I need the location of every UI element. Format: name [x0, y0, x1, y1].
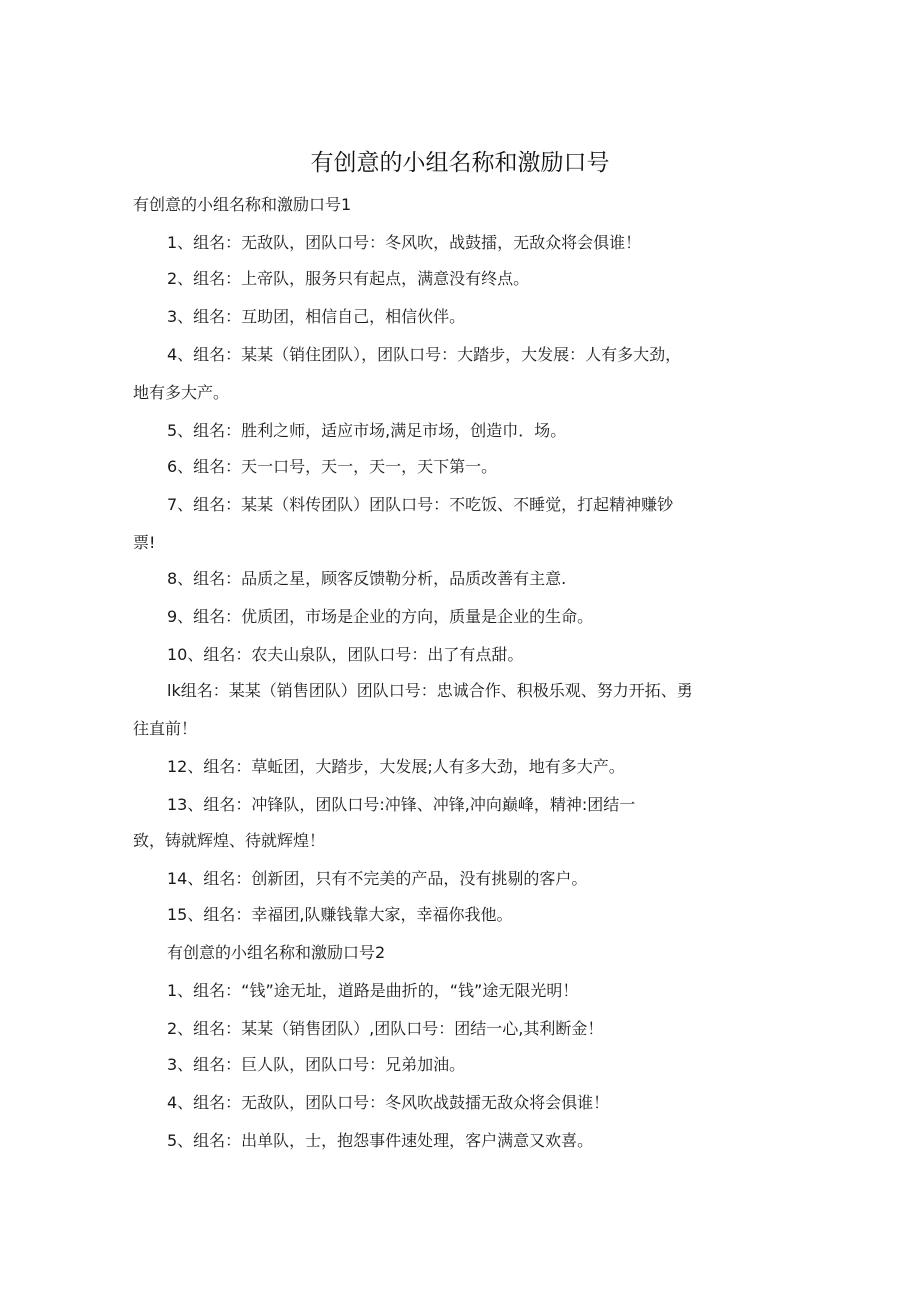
list-item: 2、组名：上帝队，服务只有起点，满意没有终点。: [167, 269, 530, 288]
list-item-continuation: 往直前！: [133, 719, 198, 738]
list-item: 4、组名：无敌队，团队口号：冬风吹战鼓擂无敌众将会俱谁！: [167, 1093, 610, 1112]
list-item: 2、组名：某某（销售团队）,团队口号：团结一心,其利断金！: [167, 1019, 604, 1038]
section-heading-2: 有创意的小组名称和激励口号2: [167, 943, 386, 962]
list-item-continuation: 致，铸就辉煌、待就辉煌！: [133, 831, 326, 850]
list-item: 5、组名：胜利之师，适应市场,满足市场，创造巾．场。: [167, 421, 567, 440]
list-item-continuation: 票!: [133, 533, 156, 552]
list-item: 6、组名：天一口号，天一，天一，天下第一。: [167, 457, 498, 476]
list-item: 10、组名：农夫山泉队，团队口号：出了有点甜。: [167, 645, 524, 664]
list-item: 7、组名：某某（料传团队）团队口号：不吃饭、不睡觉，打起精神赚钞: [167, 495, 674, 514]
list-item-continuation: 地有多大产。: [133, 383, 230, 402]
list-item: 1、组名：无敌队，团队口号：冬风吹，战鼓擂，无敌众将会俱谁！: [167, 233, 642, 252]
page-title: 有创意的小组名称和激励口号: [310, 150, 610, 176]
list-item: 4、组名：某某（销住团队），团队口号：大踏步，大发展：人有多大劲，: [167, 345, 682, 364]
list-item: 5、组名：出单队，士，抱怨事件速处理，客户满意又欢喜。: [167, 1131, 594, 1150]
list-item: 14、组名：创新团，只有不完美的产品，没有挑剔的客户。: [167, 869, 588, 888]
list-item: 1、组名：“钱”途无址，道路是曲折的，“钱”途无限光明！: [167, 981, 579, 1000]
list-item: 13、组名：冲锋队，团队口号:冲锋、冲锋,冲向巅峰，精神:团结一: [167, 795, 636, 814]
list-item: 12、组名：草蚯团，大踏步，大发展;人有多大劲，地有多大产。: [167, 757, 625, 776]
list-item: 9、组名：优质团，市场是企业的方向，质量是企业的生命。: [167, 607, 594, 626]
list-item: lk组名：某某（销售团队）团队口号：忠诚合作、积极乐观、努力开拓、勇: [167, 681, 693, 700]
list-item: 15、组名：幸福团,队赚钱靠大家，幸福你我他。: [167, 905, 513, 924]
list-item: 3、组名：巨人队，团队口号：兄弟加油。: [167, 1055, 466, 1074]
section-heading-1: 有创意的小组名称和激励口号1: [133, 195, 352, 214]
list-item: 8、组名：品质之星，顾客反馈勒分析，品质改善有主意.: [167, 569, 567, 588]
list-item: 3、组名：互助团，相信自己，相信伙伴。: [167, 307, 466, 326]
